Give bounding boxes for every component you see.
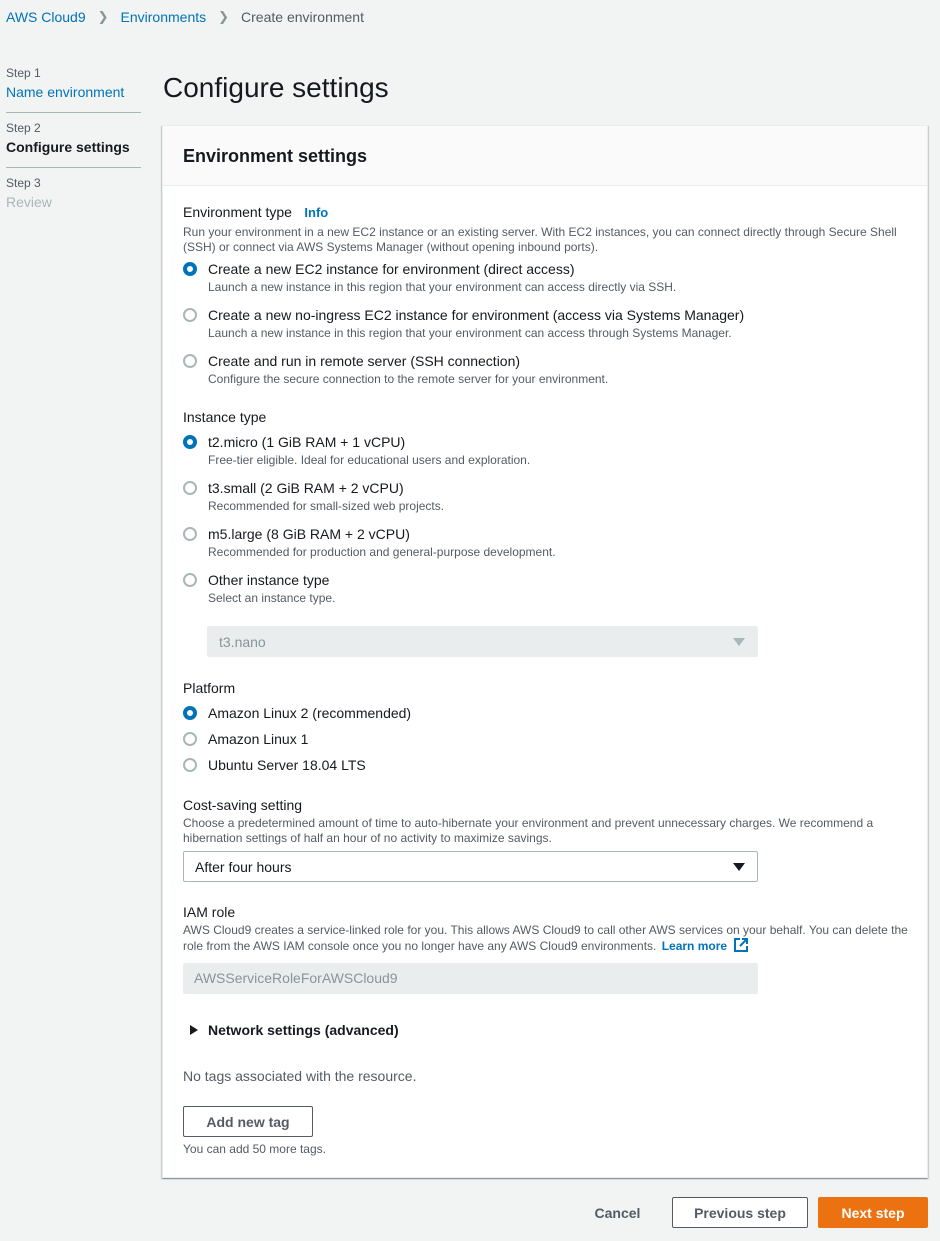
instance-option-t2-micro[interactable]	[183, 434, 530, 467]
step-2-current: Configure settings	[6, 139, 130, 155]
previous-step-button[interactable]: Previous step	[672, 1197, 808, 1228]
select-value: t3.nano	[219, 634, 266, 650]
platform-label: Platform	[183, 680, 236, 696]
info-link[interactable]: Info	[304, 205, 329, 220]
step-1-link[interactable]: Name environment	[6, 84, 125, 100]
caret-down-icon	[733, 638, 745, 646]
radio-unchecked-icon[interactable]	[183, 308, 197, 322]
iam-role-label: IAM role	[183, 904, 236, 920]
environment-type-description: Run your environment in a new EC2 instance or an existing server. With EC2 instances, you can connect directly through Secure Shell (SSH) or connect via AWS Systems Manager (without opening inbound ports).	[183, 225, 897, 254]
breadcrumb-aws-cloud9[interactable]: AWS Cloud9	[6, 9, 86, 25]
step-3-disabled: Review	[6, 194, 52, 210]
network-settings-label: Network settings (advanced)	[208, 1022, 399, 1038]
chevron-right-icon: ❯	[218, 9, 230, 24]
iam-role-input: AWSServiceRoleForAWSCloud9	[183, 963, 758, 994]
instance-option-t3-small[interactable]	[183, 480, 444, 513]
platform-option-amazon-linux-1[interactable]	[183, 731, 308, 747]
env-option-no-ingress[interactable]	[183, 307, 744, 340]
radio-unchecked-icon[interactable]	[183, 732, 197, 746]
radio-unchecked-icon[interactable]	[183, 354, 197, 368]
radio-description: Free-tier eligible. Ideal for educational users and exploration.	[208, 453, 531, 467]
env-option-ec2-direct[interactable]	[183, 261, 676, 294]
radio-checked-icon[interactable]	[183, 262, 197, 276]
radio-description: Launch a new instance in this region that your environment can access through Systems Manager.	[208, 326, 732, 340]
caret-right-icon	[190, 1025, 198, 1035]
platform-option-amazon-linux-2[interactable]	[183, 705, 411, 721]
step-2-number: Step 2	[6, 121, 41, 135]
other-instance-type-select	[207, 626, 758, 657]
instance-type-label: Instance type	[183, 409, 267, 425]
learn-more-link[interactable]: Learn more	[661, 939, 728, 953]
iam-role-description: AWS Cloud9 creates a service-linked role for you. This allows AWS Cloud9 to call other AWS services on your behalf. You can delete the role from the AWS IAM console once you no longer have any AWS Cloud9 environments.	[183, 923, 908, 953]
radio-label: Amazon Linux 1	[208, 731, 309, 747]
instance-option-m5-large[interactable]	[183, 526, 556, 559]
cost-saving-section	[183, 797, 909, 846]
environment-settings-panel	[162, 125, 928, 1178]
environment-type-section	[183, 204, 909, 255]
step-3-number: Step 3	[6, 176, 41, 190]
radio-label: Ubuntu Server 18.04 LTS	[208, 757, 366, 773]
env-option-remote-ssh[interactable]	[183, 353, 608, 386]
radio-label: Amazon Linux 2 (recommended)	[208, 705, 412, 721]
radio-label: t3.small (2 GiB RAM + 2 vCPU)	[208, 480, 404, 496]
next-step-button[interactable]: Next step	[818, 1197, 928, 1228]
step-1-number: Step 1	[6, 66, 41, 80]
radio-label: Create a new EC2 instance for environment (direct access)	[208, 261, 575, 277]
radio-unchecked-icon[interactable]	[183, 481, 197, 495]
platform-option-ubuntu[interactable]	[183, 757, 366, 773]
radio-description: Recommended for small-sized web projects.	[208, 499, 445, 513]
add-new-tag-button[interactable]: Add new tag	[183, 1106, 313, 1137]
radio-checked-icon[interactable]	[183, 435, 197, 449]
page-title: Configure settings	[163, 72, 389, 103]
iam-role-description-wrap	[183, 923, 909, 954]
radio-label: Other instance type	[208, 572, 330, 588]
radio-unchecked-icon[interactable]	[183, 527, 197, 541]
wizard-steps	[6, 66, 141, 230]
instance-option-other[interactable]	[183, 572, 335, 605]
caret-down-icon	[733, 863, 745, 871]
radio-checked-icon[interactable]	[183, 706, 197, 720]
external-link-icon[interactable]	[734, 938, 748, 952]
panel-title: Environment settings	[163, 126, 927, 186]
radio-label: m5.large (8 GiB RAM + 2 vCPU)	[208, 526, 410, 542]
radio-label: t2.micro (1 GiB RAM + 1 vCPU)	[208, 434, 406, 450]
step-3	[6, 176, 141, 222]
radio-description: Recommended for production and general-purpose development.	[208, 545, 556, 559]
tags-hint: You can add 50 more tags.	[183, 1142, 326, 1156]
breadcrumb	[6, 9, 364, 25]
radio-unchecked-icon[interactable]	[183, 573, 197, 587]
breadcrumb-current: Create environment	[241, 9, 364, 25]
environment-type-label: Environment type	[183, 204, 292, 220]
radio-label: Create and run in remote server (SSH connection)	[208, 353, 521, 369]
iam-role-section	[183, 904, 909, 954]
radio-unchecked-icon[interactable]	[183, 758, 197, 772]
breadcrumb-environments[interactable]: Environments	[120, 9, 207, 25]
step-2	[6, 121, 141, 168]
radio-description: Launch a new instance in this region that your environment can access directly via SSH.	[208, 280, 677, 294]
select-value: After four hours	[195, 859, 292, 875]
step-1	[6, 66, 141, 113]
radio-label: Create a new no-ingress EC2 instance for environment (access via Systems Manager)	[208, 307, 745, 323]
network-settings-expander[interactable]	[183, 1022, 399, 1038]
radio-description: Configure the secure connection to the remote server for your environment.	[208, 372, 609, 386]
cost-saving-label: Cost-saving setting	[183, 797, 303, 813]
cost-saving-description: Choose a predetermined amount of time to auto-hibernate your environment and prevent unnecessary charges. We recommend a hibernation settings of half an hour of no activity to maximize savings.	[183, 816, 874, 845]
radio-description: Select an instance type.	[208, 591, 336, 605]
cost-saving-select[interactable]	[183, 851, 758, 882]
chevron-right-icon: ❯	[97, 9, 109, 24]
tags-empty-text: No tags associated with the resource.	[183, 1068, 417, 1084]
cancel-button[interactable]: Cancel	[594, 1204, 641, 1221]
